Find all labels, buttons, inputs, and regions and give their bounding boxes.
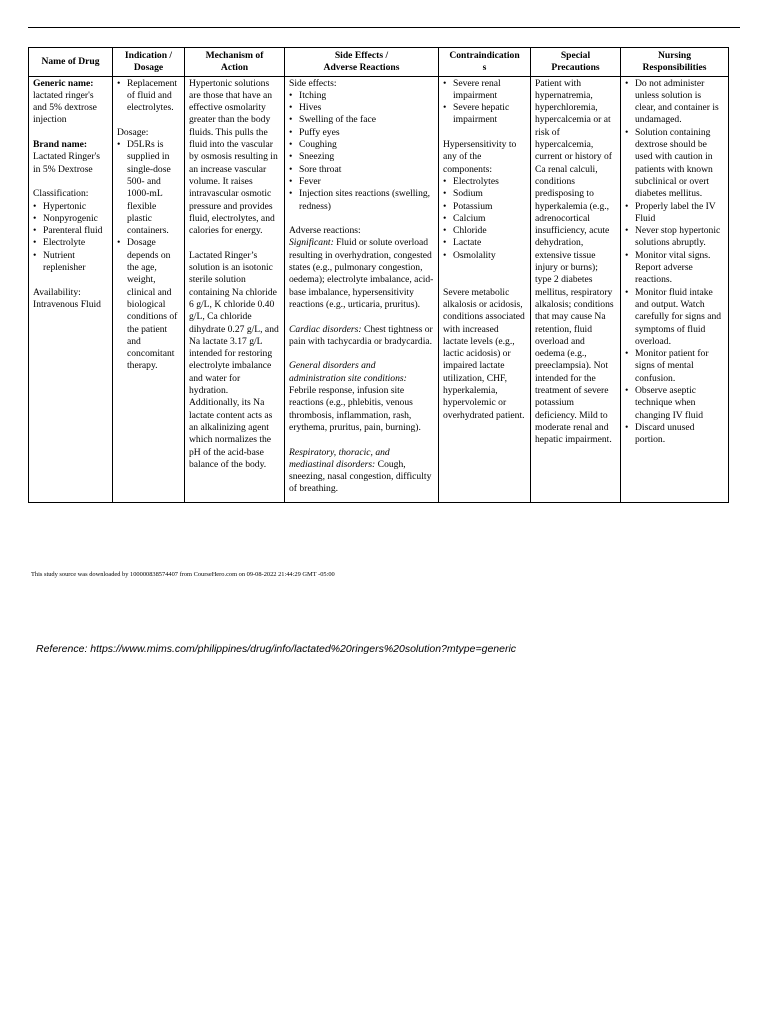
header-contra-line2: s xyxy=(482,62,487,74)
header-precautions-line1: Special xyxy=(560,50,591,61)
side-effect-item: • Puffy eyes xyxy=(289,127,434,139)
indication-item: • Replacement of fluid and electrolytes. xyxy=(117,78,180,115)
drug-study-table xyxy=(28,47,729,503)
respiratory-text: Cough, sneezing, nasal congestion, difficulty of breathing. xyxy=(289,458,432,495)
contraindication-list xyxy=(443,78,526,127)
component-item: • Chloride xyxy=(443,225,526,237)
component-item: • Sodium xyxy=(443,188,526,200)
header-nursing-responsibilities xyxy=(621,48,729,77)
nursing-item: • Discard unused portion. xyxy=(625,422,724,447)
indication-list xyxy=(117,78,180,115)
cell-side-effects xyxy=(285,76,439,502)
dosage-item: • D5LRs is supplied in single-dose 500- and 1000-mL flexible plastic containers. xyxy=(117,139,180,237)
dosage-label: Dosage: xyxy=(117,126,149,138)
side-effect-item: • Hives xyxy=(289,102,434,114)
nursing-item: • Monitor patient for signs of mental confusion. xyxy=(625,348,724,385)
component-item: • Electrolytes xyxy=(443,176,526,188)
components-list xyxy=(443,176,526,262)
general-text: Febrile response, infusion site reactions (e.g., phlebitis, venous thrombosis, inflammation, rash, erythema, pruritus, pain, burning). xyxy=(289,385,421,433)
nursing-item: • Do not administer unless solution is clear, and container is undamaged. xyxy=(625,78,724,127)
side-effects-list xyxy=(289,90,434,213)
classification-item: • Electrolyte xyxy=(33,237,108,249)
dosage-list xyxy=(117,139,180,373)
component-item: • Calcium xyxy=(443,213,526,225)
component-item: • Potassium xyxy=(443,201,526,213)
availability-value: Intravenous Fluid xyxy=(33,298,101,310)
top-divider-line xyxy=(28,27,740,28)
header-mechanism-line1: Mechanism of xyxy=(205,50,264,61)
header-nursing-line2: Responsibilities xyxy=(642,62,707,74)
side-effect-item: • Coughing xyxy=(289,139,434,151)
nursing-item: • Never stop hypertonic solutions abruptly. xyxy=(625,225,724,250)
component-item: • Osmolality xyxy=(443,250,526,262)
brand-name-value: Lactated Ringer's in 5% Dextrose xyxy=(33,151,100,175)
drug-row xyxy=(29,76,729,502)
header-name-text: Name of Drug xyxy=(41,56,100,68)
dosage-item: • Dosage depends on the age, weight, clinical and biological conditions of the patient and concomitant therapy. xyxy=(117,237,180,372)
nursing-item: • Monitor fluid intake and output. Watch carefully for signs and symptoms of fluid overload. xyxy=(625,287,724,348)
mechanism-paragraph-1: Hypertonic solutions are those that have an effective osmolarity greater than the body fluids. This pulls the fluid into the vascular by osmosis resulting in an increase vascular volume. It raises intravascular osmotic pressure and provides fluid, electrolytes, and calories for energy. xyxy=(189,77,278,237)
brand-name-label: Brand name: xyxy=(33,139,88,151)
reference-line: Reference: https://www.mims.com/philippines/drug/info/lactated%20ringers%20solution?mtype=generic xyxy=(36,643,517,655)
header-mechanism-line2: Action xyxy=(220,62,249,74)
header-side-effects-line2: Adverse Reactions xyxy=(323,62,400,74)
cell-indication-dosage xyxy=(113,76,185,502)
header-row xyxy=(29,48,729,77)
classification-list xyxy=(33,201,108,275)
side-effect-item: • Itching xyxy=(289,90,434,102)
general-disorders xyxy=(289,360,434,434)
significant-text: Fluid or solute overload resulting in overhydration, congested states (e.g., pulmonary congestion, oedema); electrolyte imbalance, acid-base imbalance, hypersensitivity reactions (e.g., urticaria, pruritus). xyxy=(289,237,434,310)
side-effect-item: • Swelling of the face xyxy=(289,114,434,126)
component-item: • Lactate xyxy=(443,237,526,249)
header-nursing-line1: Nursing xyxy=(657,50,692,61)
nursing-item: • Properly label the IV Fluid xyxy=(625,201,724,226)
download-source-note: This study source was downloaded by 100000838574407 from CourseHero.com on 09-08-2022 21:44:29 GMT -05:00 xyxy=(31,571,335,578)
side-effect-item: • Fever xyxy=(289,176,434,188)
generic-name-value: lactated ringer's and 5% dextrose injection xyxy=(33,89,97,126)
respiratory-label: Respiratory, thoracic, and mediastinal disorders: xyxy=(289,446,390,470)
classification-item: • Hypertonic xyxy=(33,201,108,213)
nursing-list xyxy=(625,78,724,447)
header-mechanism xyxy=(185,48,285,77)
cardiac-text: Chest tightness or pain with tachycardia or bradycardia. xyxy=(289,323,433,347)
side-effect-item: • Sore throat xyxy=(289,164,434,176)
header-indication-line2: Dosage xyxy=(133,62,164,74)
header-name-of-drug xyxy=(29,48,113,77)
classification-item: • Nutrient replenisher xyxy=(33,250,108,275)
cardiac-label: Cardiac disorders: xyxy=(289,323,362,335)
contraindication-item: • Severe renal impairment xyxy=(443,78,526,103)
cardiac-disorders xyxy=(289,324,434,349)
contraindication-item: • Severe hepatic impairment xyxy=(443,102,526,127)
nursing-item: • Solution containing dextrose should be used with caution in patients with known subclinical or overt diabetes mellitus. xyxy=(625,127,724,201)
side-effect-item: • Sneezing xyxy=(289,151,434,163)
header-contra-line1: Contraindication xyxy=(449,50,520,61)
header-precautions-line2: Precautions xyxy=(551,62,600,74)
generic-name-label: Generic name: xyxy=(33,77,94,89)
classification-label: Classification: xyxy=(33,188,89,200)
header-special-precautions xyxy=(531,48,621,77)
side-effect-item: • Injection sites reactions (swelling, redness) xyxy=(289,188,434,213)
significant-reactions xyxy=(289,237,434,311)
hypersensitivity-text: Hypersensitivity to any of the components: xyxy=(443,139,517,175)
cell-name-of-drug xyxy=(29,76,113,502)
classification-item: • Nonpyrogenic xyxy=(33,213,108,225)
significant-label: Significant: xyxy=(289,237,334,249)
respiratory-disorders xyxy=(289,447,434,496)
header-contraindications xyxy=(439,48,531,77)
cell-contraindications xyxy=(439,76,531,502)
mechanism-paragraph-2: Lactated Ringer’s solution is an isotonic sterile solution containing Na chloride 6 g/L, K chloride 0.40 g/L, Ca chloride dihydrate 0.27 g/L, and Na lactate 3.17 g/L intended for restoring electrolyte imbalance and water for hydration. Additionally, its Na lactate content acts as an alkalinizing agent which normalizes the pH of the acid-base balance of the body. xyxy=(189,249,279,470)
cell-mechanism-of-action xyxy=(185,76,285,502)
header-indication-line1: Indication / xyxy=(124,50,173,61)
cell-nursing-responsibilities xyxy=(621,76,729,502)
classification-item: • Parenteral fluid xyxy=(33,225,108,237)
severe-metabolic-text: Severe metabolic alkalosis or acidosis, conditions associated with increased lactate levels (e.g., lactic acidosis) or impaired lactate utilization, CHF, hyperkalemia, hypervolemic or overhydrated patient. xyxy=(443,286,525,421)
precautions-text: Patient with hypernatremia, hyperchloremia, hypercalcemia or at risk of hypercalcemia, current or history of Ca renal calculi, conditions predisposing to hyperkalemia (e.g., adrenocortical insufficiency, acute dehydration, extensive tissue injury or burns); type 2 diabetes mellitus, respiratory alkalosis; conditions that may cause Na retention, fluid overload and oedema (e.g., preeclampsia). Not intended for the treatment of severe potassium deficiency. Mild to moderate renal and hepatic impairment. xyxy=(535,77,614,446)
header-side-effects xyxy=(285,48,439,77)
adverse-reactions-label: Adverse reactions: xyxy=(289,225,361,237)
cell-special-precautions xyxy=(531,76,621,502)
side-effects-label: Side effects: xyxy=(289,77,337,89)
nursing-item: • Monitor vital signs. Report adverse reactions. xyxy=(625,250,724,287)
availability-label: Availability: xyxy=(33,286,81,298)
general-label: General disorders and administration site conditions: xyxy=(289,360,407,384)
nursing-item: • Observe aseptic technique when changing IV fluid xyxy=(625,385,724,422)
header-side-effects-line1: Side Effects / xyxy=(334,50,389,61)
header-indication xyxy=(113,48,185,77)
